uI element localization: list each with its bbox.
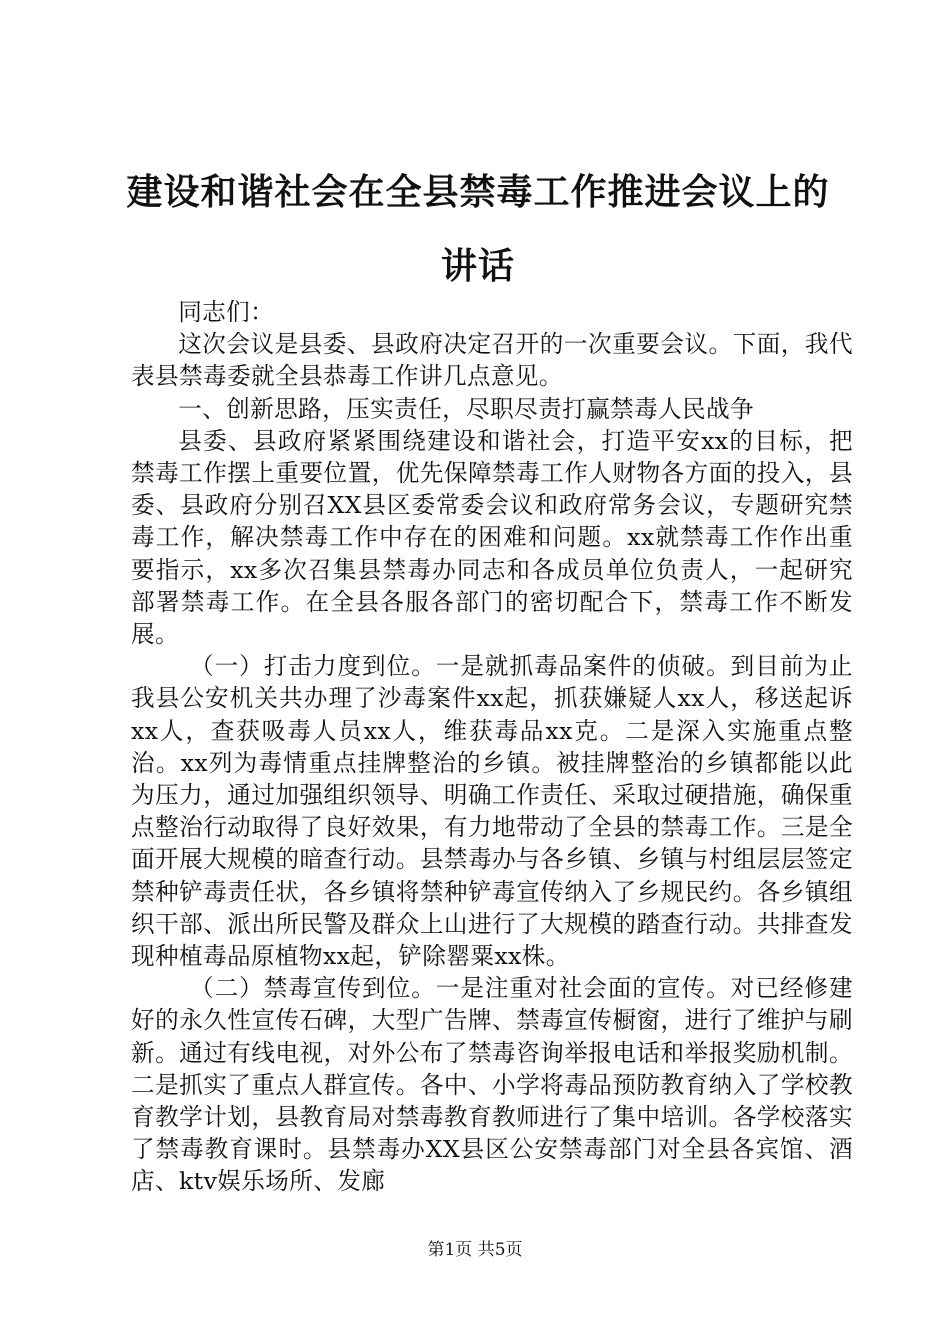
section-heading: 一、创新思路，压实责任，尽职尽责打赢禁毒人民战争 bbox=[178, 394, 755, 423]
document-body bbox=[131, 296, 853, 1198]
body-paragraph: 县委、县政府紧紧围绕建设和谐社会，打造平安xx的目标，把禁毒工作摆上重要位置，优先保障禁毒工作人财物各方面的投入，县委、县政府分别召XX县区委常委会议和政府常务会议，专题研究禁毒工作，解决禁毒工作中存在的困难和问题。xx就禁毒工作作出重要指示，xx多次召集县禁毒办同志和各成员单位负责人，一起研究部署禁毒工作。在全县各服各部门的密切配合下，禁毒工作不断发展。 bbox=[131, 426, 853, 649]
subsection-paragraph: （二）禁毒宣传到位。一是注重对社会面的宣传。对已经修建好的永久性宣传石碑，大型广告牌、禁毒宣传橱窗，进行了维护与刷新。通过有线电视，对外公布了禁毒咨询举报电话和举报奖励机制。二是抓实了重点人群宣传。各中、小学将毒品预防教育纳入了学校教育教学计划，县教育局对禁毒教育教师进行了集中培训。各学校落实了禁毒教育课时。县禁毒办XX县区公安禁毒部门对全县各宾馆、酒店、ktv娱乐场所、发廊 bbox=[131, 974, 853, 1196]
salutation: 同志们： bbox=[178, 298, 275, 326]
body-paragraph: 这次会议是县委、县政府决定召开的一次重要会议。下面，我代表县禁毒委就全县恭毒工作讲几点意见。 bbox=[131, 330, 853, 391]
document-title: 建设和谐社会在全县禁毒工作推进会议上的讲话 bbox=[126, 172, 830, 287]
subsection-paragraph: （一）打击力度到位。一是就抓毒品案件的侦破。到目前为止我县公安机关共办理了沙毒案件xx起，抓获嫌疑人xx人，移送起诉xx人，查获吸毒人员xx人，维获毒品xx克。二是深入实施重点整治。xx列为毒情重点挂牌整治的乡镇。被挂牌整治的乡镇都能以此为压力，通过加强组织领导、明确工作责任、采取过硬措施，确保重点整治行动取得了良好效果，有力地带动了全县的禁毒工作。三是全面开展大规模的暗查行动。县禁毒办与各乡镇、乡镇与村组层层签定禁种铲毒责任状，各乡镇将禁种铲毒宣传纳入了乡规民约。各乡镇组织干部、派出所民警及群众上山进行了大规模的踏查行动。共排查发现种植毒品原植物xx起，铲除罂粟xx株。 bbox=[131, 652, 853, 971]
page-footer: 第1页 共5页 bbox=[427, 1240, 523, 1260]
